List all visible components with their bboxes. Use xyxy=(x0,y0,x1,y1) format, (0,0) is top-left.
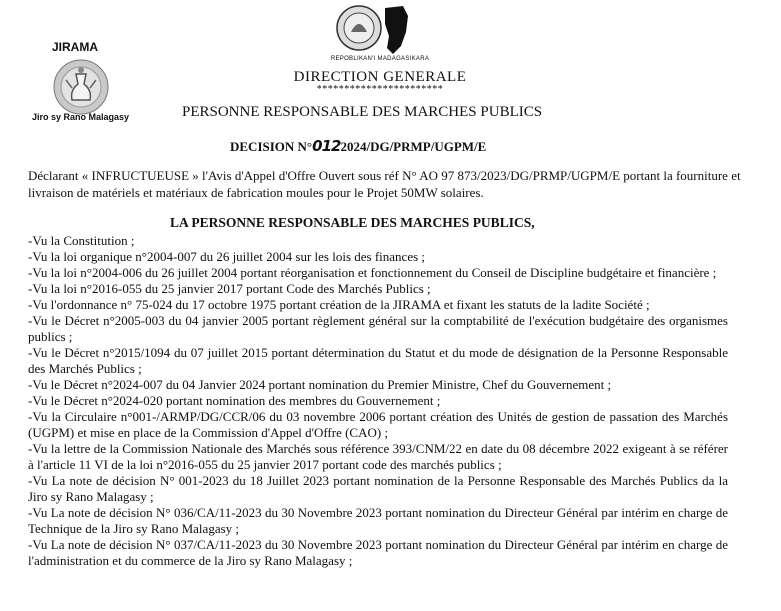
visa-item: -Vu La note de décision N° 037/CA/11-2023 du 30 Novembre 2023 portant nomination du Directeur Général par intérim en charge de l'administration et du commerce de la Jiro sy Rano Malagasy ; xyxy=(28,537,728,568)
visa-item: -Vu la Circulaire n°001-/ARMP/DG/CCR/06 du 03 novembre 2006 portant création des Unités de gestion de passation des Marchés (UGPM) et mise en place de la Commission d'Appel d'Offre (CAO) ; xyxy=(28,409,728,440)
company-tagline: Jiro sy Rano Malagasy xyxy=(32,112,130,122)
jirama-logo-icon xyxy=(52,58,110,116)
declaration-text: Déclarant « INFRUCTUEUSE » l'Avis d'Appel d'Offre Ouvert sous réf N° AO 97 873/2023/DG/PRMP/UGPM/E portant la fourniture et livraison de matériels et matériaux de fabrication moules pour le Projet 50MW solaires. xyxy=(28,168,741,200)
visa-item: -Vu le Décret n°2024-007 du 04 Janvier 2024 portant nomination du Premier Ministre, Chef du Gouvernement ; xyxy=(28,377,612,392)
visa-list xyxy=(28,233,728,569)
republic-label: REPOBLIKAN'I MADAGASIKARA xyxy=(330,56,430,62)
visa-item: -Vu la lettre de la Commission Nationale des Marchés sous référence 393/CNM/22 en date du 08 décembre 2022 exigeant à se référer à l'article 11 VI de la loi n°2016-055 du 25 janvier 2017 portant code des marchés publics ; xyxy=(28,441,728,472)
visa-item: -Vu le Décret n°2024-020 portant nomination des membres du Gouvernement ; xyxy=(28,393,441,408)
republic-seal-icon xyxy=(333,2,411,56)
visa-item: -Vu l'ordonnance n° 75-024 du 17 octobre 1975 portant création de la JIRAMA et fixant les statuts de la ladite Société ; xyxy=(28,297,650,312)
visa-item: -Vu la loi n°2016-055 du 25 janvier 2017 portant Code des Marchés Publics ; xyxy=(28,281,431,296)
visa-item: -Vu le Décret n°2005-003 du 04 janvier 2005 portant règlement général sur la comptabilité de l'exécution budgétaire des organismes publics ; xyxy=(28,313,728,344)
visa-item: -Vu la loi organique n°2004-007 du 26 juillet 2004 sur les lois des finances ; xyxy=(28,249,426,264)
visa-item: -Vu le Décret n°2015/1094 du 07 juillet 2015 portant détermination du Statut et du mode de désignation de la Personne Responsable des Marchés Publics ; xyxy=(28,345,728,376)
visa-item: -Vu La note de décision N° 036/CA/11-2023 du 30 Novembre 2023 portant nomination du Directeur Général par intérim en charge de Technique de la Jiro sy Rano Malagasy ; xyxy=(28,505,728,536)
company-name: JIRAMA xyxy=(52,40,99,54)
visa-item: -Vu la loi n°2004-006 du 26 juillet 2004 portant réorganisation et fonctionnement du Conseil de Discipline budgétaire et financière ; xyxy=(28,265,717,280)
decision-suffix: 2024/DG/PRMP/UGPM/E xyxy=(340,139,487,154)
office-title: PERSONNE RESPONSABLE DES MARCHES PUBLICS xyxy=(182,104,543,120)
direction-title: DIRECTION GENERALE xyxy=(293,69,467,85)
visa-item: -Vu La note de décision N° 001-2023 du 18 Juillet 2023 portant nomination de la Personne Responsable des Marchés Publics da la Jiro sy Rano Malagasy ; xyxy=(28,473,728,504)
decorative-stars: *********************** xyxy=(316,84,444,95)
decision-title xyxy=(230,137,486,155)
section-heading: LA PERSONNE RESPONSABLE DES MARCHES PUBLICS, xyxy=(170,215,535,230)
visa-item: -Vu la Constitution ; xyxy=(28,233,135,248)
decision-prefix: DECISION N° xyxy=(230,139,313,154)
decision-number: 012 xyxy=(312,137,341,155)
